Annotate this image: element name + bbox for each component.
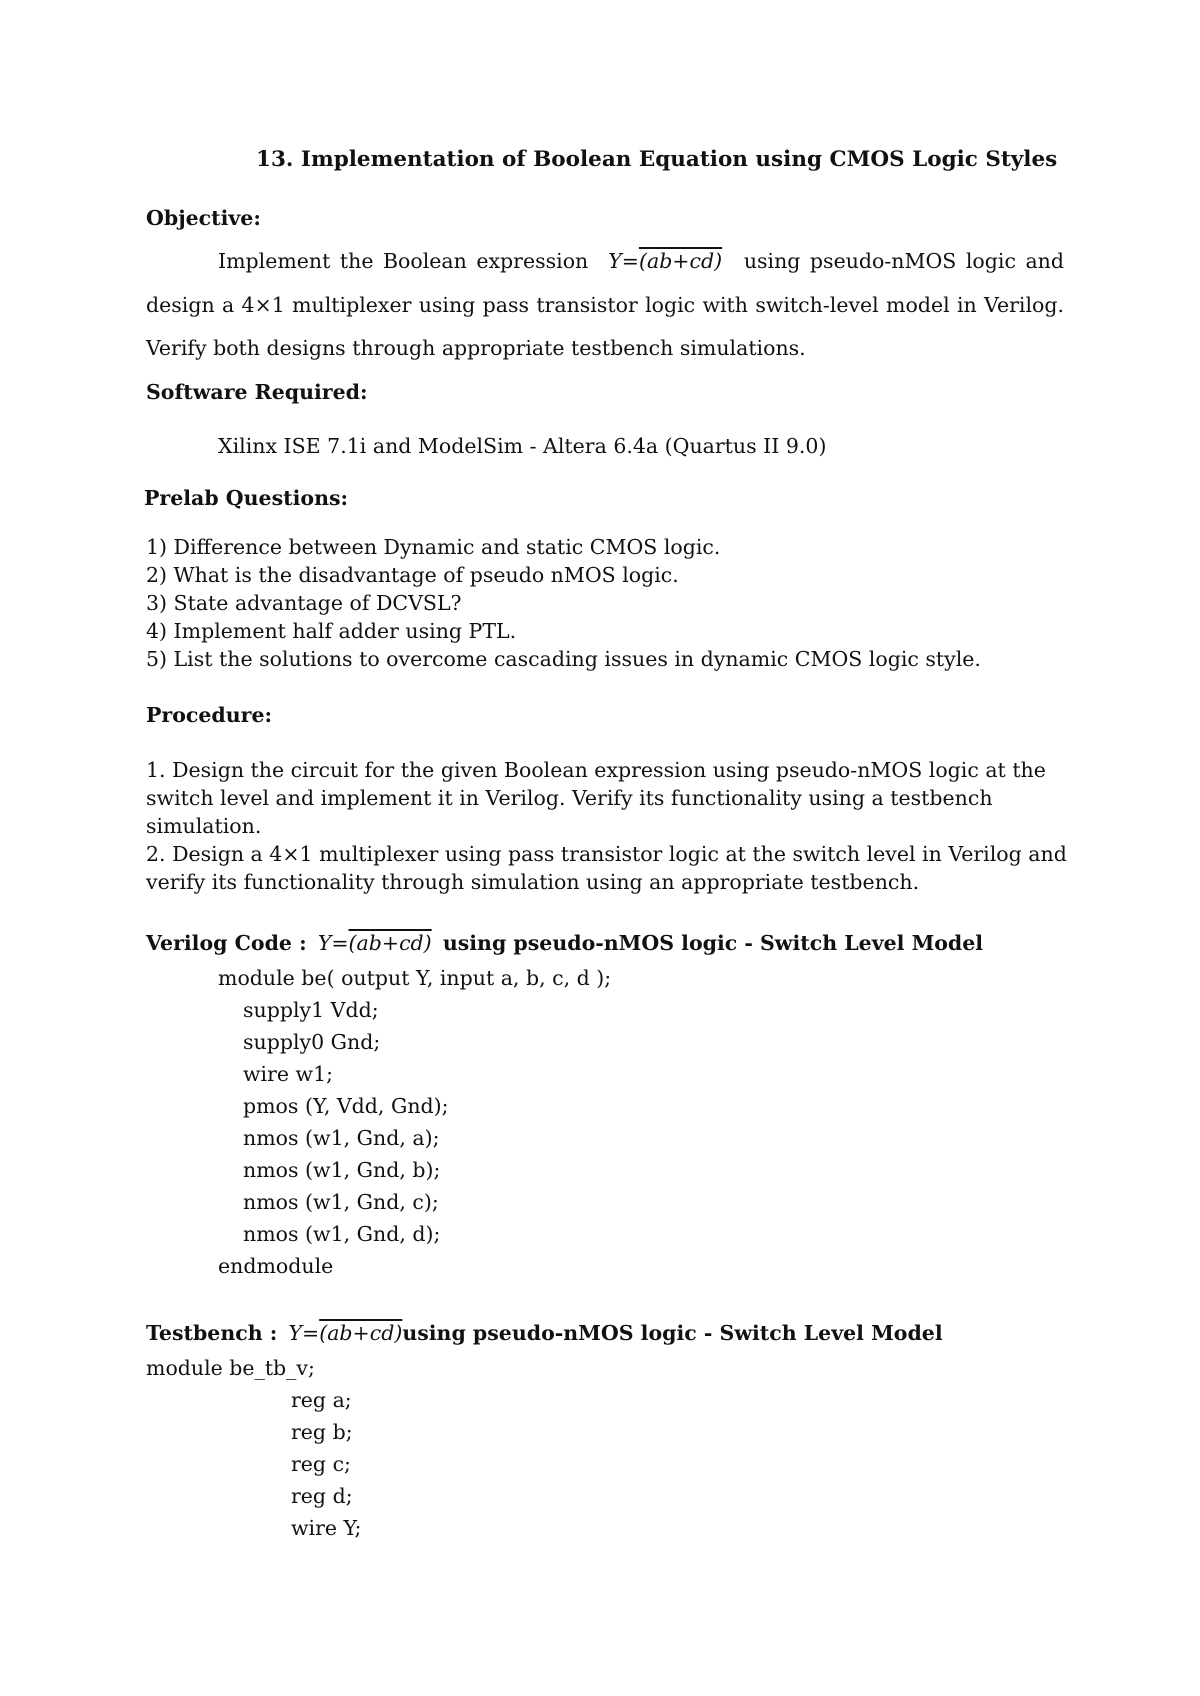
prelab-item: 2) What is the disadvantage of pseudo nMOS logic. bbox=[146, 563, 679, 587]
testbench-module-line: module be_tb_v; bbox=[146, 1356, 315, 1380]
code-line: nmos (w1, Gnd, d); bbox=[243, 1222, 441, 1246]
boolean-equation bbox=[608, 247, 722, 275]
eq-lhs: Y bbox=[288, 1321, 303, 1345]
eq-lhs: Y bbox=[317, 931, 332, 955]
eq-body: (ab+cd) bbox=[348, 931, 432, 955]
eq-body: (ab+cd) bbox=[319, 1321, 403, 1345]
code-line: pmos (Y, Vdd, Gnd); bbox=[243, 1094, 449, 1118]
eq-sign: = bbox=[331, 931, 349, 955]
eq-sign: = bbox=[302, 1321, 320, 1345]
procedure-line: simulation. bbox=[146, 814, 262, 838]
eq-lhs: Y bbox=[608, 249, 622, 273]
objective-heading: Objective: bbox=[146, 206, 261, 230]
code-line: reg c; bbox=[291, 1452, 351, 1476]
software-heading: Software Required: bbox=[146, 380, 368, 404]
verilog-heading bbox=[146, 929, 983, 957]
page-title: 13. Implementation of Boolean Equation using CMOS Logic Styles bbox=[256, 147, 1058, 172]
objective-line2-text: design a 4×1 multiplexer using pass transistor logic with switch-level model in Verilog. bbox=[146, 293, 1064, 317]
code-line: nmos (w1, Gnd, a); bbox=[243, 1126, 440, 1150]
objective-line-2 bbox=[146, 291, 1064, 319]
verilog-endmodule: endmodule bbox=[218, 1254, 334, 1278]
prelab-item: 5) List the solutions to overcome cascading issues in dynamic CMOS logic style. bbox=[146, 647, 981, 671]
objective-line-1 bbox=[218, 247, 1064, 275]
testbench-heading-desc: using pseudo-nMOS logic - Switch Level Model bbox=[402, 1321, 943, 1345]
verilog-heading-equation bbox=[318, 929, 432, 957]
code-line: wire Y; bbox=[291, 1516, 362, 1540]
procedure-line: switch level and implement it in Verilog. Verify its functionality using a testbench bbox=[146, 786, 993, 810]
testbench-heading-label: Testbench : bbox=[146, 1321, 278, 1345]
prelab-item: 3) State advantage of DCVSL? bbox=[146, 591, 462, 615]
prelab-item: 4) Implement half adder using PTL. bbox=[146, 619, 517, 643]
objective-line1-start: Implement the Boolean expression bbox=[218, 249, 589, 273]
prelab-heading: Prelab Questions: bbox=[144, 486, 349, 510]
procedure-line: 1. Design the circuit for the given Boolean expression using pseudo-nMOS logic at the bbox=[146, 758, 1046, 782]
code-line: supply1 Vdd; bbox=[243, 998, 379, 1022]
testbench-heading bbox=[146, 1319, 943, 1347]
verilog-module-line: module be( output Y, input a, b, c, d ); bbox=[218, 966, 612, 990]
code-line: reg d; bbox=[291, 1484, 353, 1508]
software-text: Xilinx ISE 7.1i and ModelSim - Altera 6.4a (Quartus II 9.0) bbox=[218, 434, 827, 458]
eq-body: (ab+cd) bbox=[638, 249, 723, 273]
code-line: nmos (w1, Gnd, c); bbox=[243, 1190, 439, 1214]
verilog-heading-label: Verilog Code : bbox=[146, 931, 307, 955]
eq-sign: = bbox=[621, 249, 639, 273]
code-line: reg a; bbox=[291, 1388, 352, 1412]
code-line: nmos (w1, Gnd, b); bbox=[243, 1158, 441, 1182]
testbench-heading-equation bbox=[288, 1319, 402, 1347]
procedure-line: 2. Design a 4×1 multiplexer using pass transistor logic at the switch level in Verilog and bbox=[146, 842, 1067, 866]
objective-line1-end: using pseudo-nMOS logic and bbox=[743, 249, 1064, 273]
prelab-item: 1) Difference between Dynamic and static CMOS logic. bbox=[146, 535, 721, 559]
procedure-heading: Procedure: bbox=[146, 703, 273, 727]
verilog-heading-desc: using pseudo-nMOS logic - Switch Level Model bbox=[442, 931, 984, 955]
code-line: supply0 Gnd; bbox=[243, 1030, 381, 1054]
objective-line-3: Verify both designs through appropriate testbench simulations. bbox=[146, 336, 806, 360]
code-line: wire w1; bbox=[243, 1062, 334, 1086]
procedure-line: verify its functionality through simulation using an appropriate testbench. bbox=[146, 870, 920, 894]
code-line: reg b; bbox=[291, 1420, 353, 1444]
